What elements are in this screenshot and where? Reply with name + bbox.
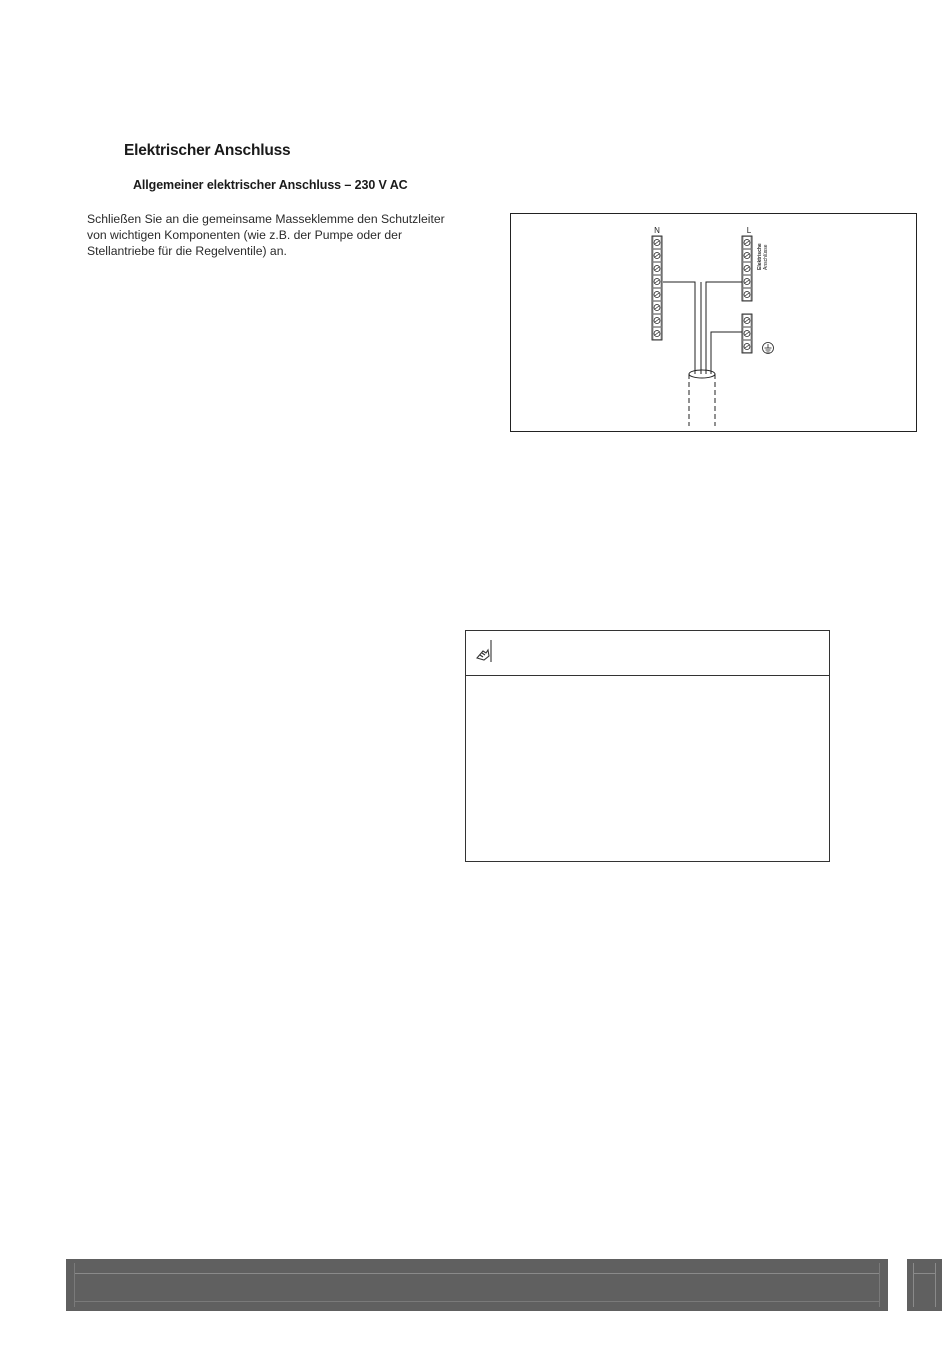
writing-hand-icon	[474, 638, 496, 669]
tab-line	[913, 1273, 936, 1274]
body-line: Schließen Sie an die gemeinsame Masseklemme den Schutzleiter	[87, 212, 445, 226]
section-subheading: Allgemeiner elektrischer Anschluss – 230 V AC	[133, 178, 408, 192]
section-heading: Elektrischer Anschluss	[124, 142, 291, 159]
terminal-block-pe	[742, 314, 752, 353]
footer-line	[74, 1301, 880, 1302]
footer-line	[74, 1263, 75, 1307]
wiring-diagram	[510, 213, 917, 432]
body-line: Stellantriebe für die Regelventile) an.	[87, 244, 287, 258]
side-label-line-1: Elektrische	[757, 243, 763, 270]
footer-line	[74, 1273, 880, 1274]
tab-line	[913, 1263, 914, 1307]
note-divider	[466, 675, 829, 676]
tab-line	[935, 1263, 936, 1307]
side-label-line-2: Anschlüsse	[763, 244, 769, 270]
terminal-side-label	[757, 243, 769, 270]
wire-earth	[711, 332, 742, 374]
terminal-block-n	[652, 236, 662, 340]
terminal-label-n: N	[654, 226, 660, 235]
footer-line	[879, 1263, 880, 1307]
wiring-diagram-svg	[511, 214, 918, 433]
terminal-block-l	[742, 236, 752, 301]
earth-ground-icon	[763, 343, 774, 354]
note-box	[465, 630, 830, 862]
wire-neutral	[663, 282, 695, 374]
wires	[663, 282, 742, 374]
body-paragraph	[87, 211, 497, 259]
body-line: von wichtigen Komponenten (wie z.B. der Pumpe oder der	[87, 228, 403, 242]
page-number-tab	[907, 1259, 942, 1311]
footer-bar	[66, 1259, 888, 1311]
terminal-label-l: L	[746, 226, 752, 235]
cable-sheath	[689, 370, 715, 426]
